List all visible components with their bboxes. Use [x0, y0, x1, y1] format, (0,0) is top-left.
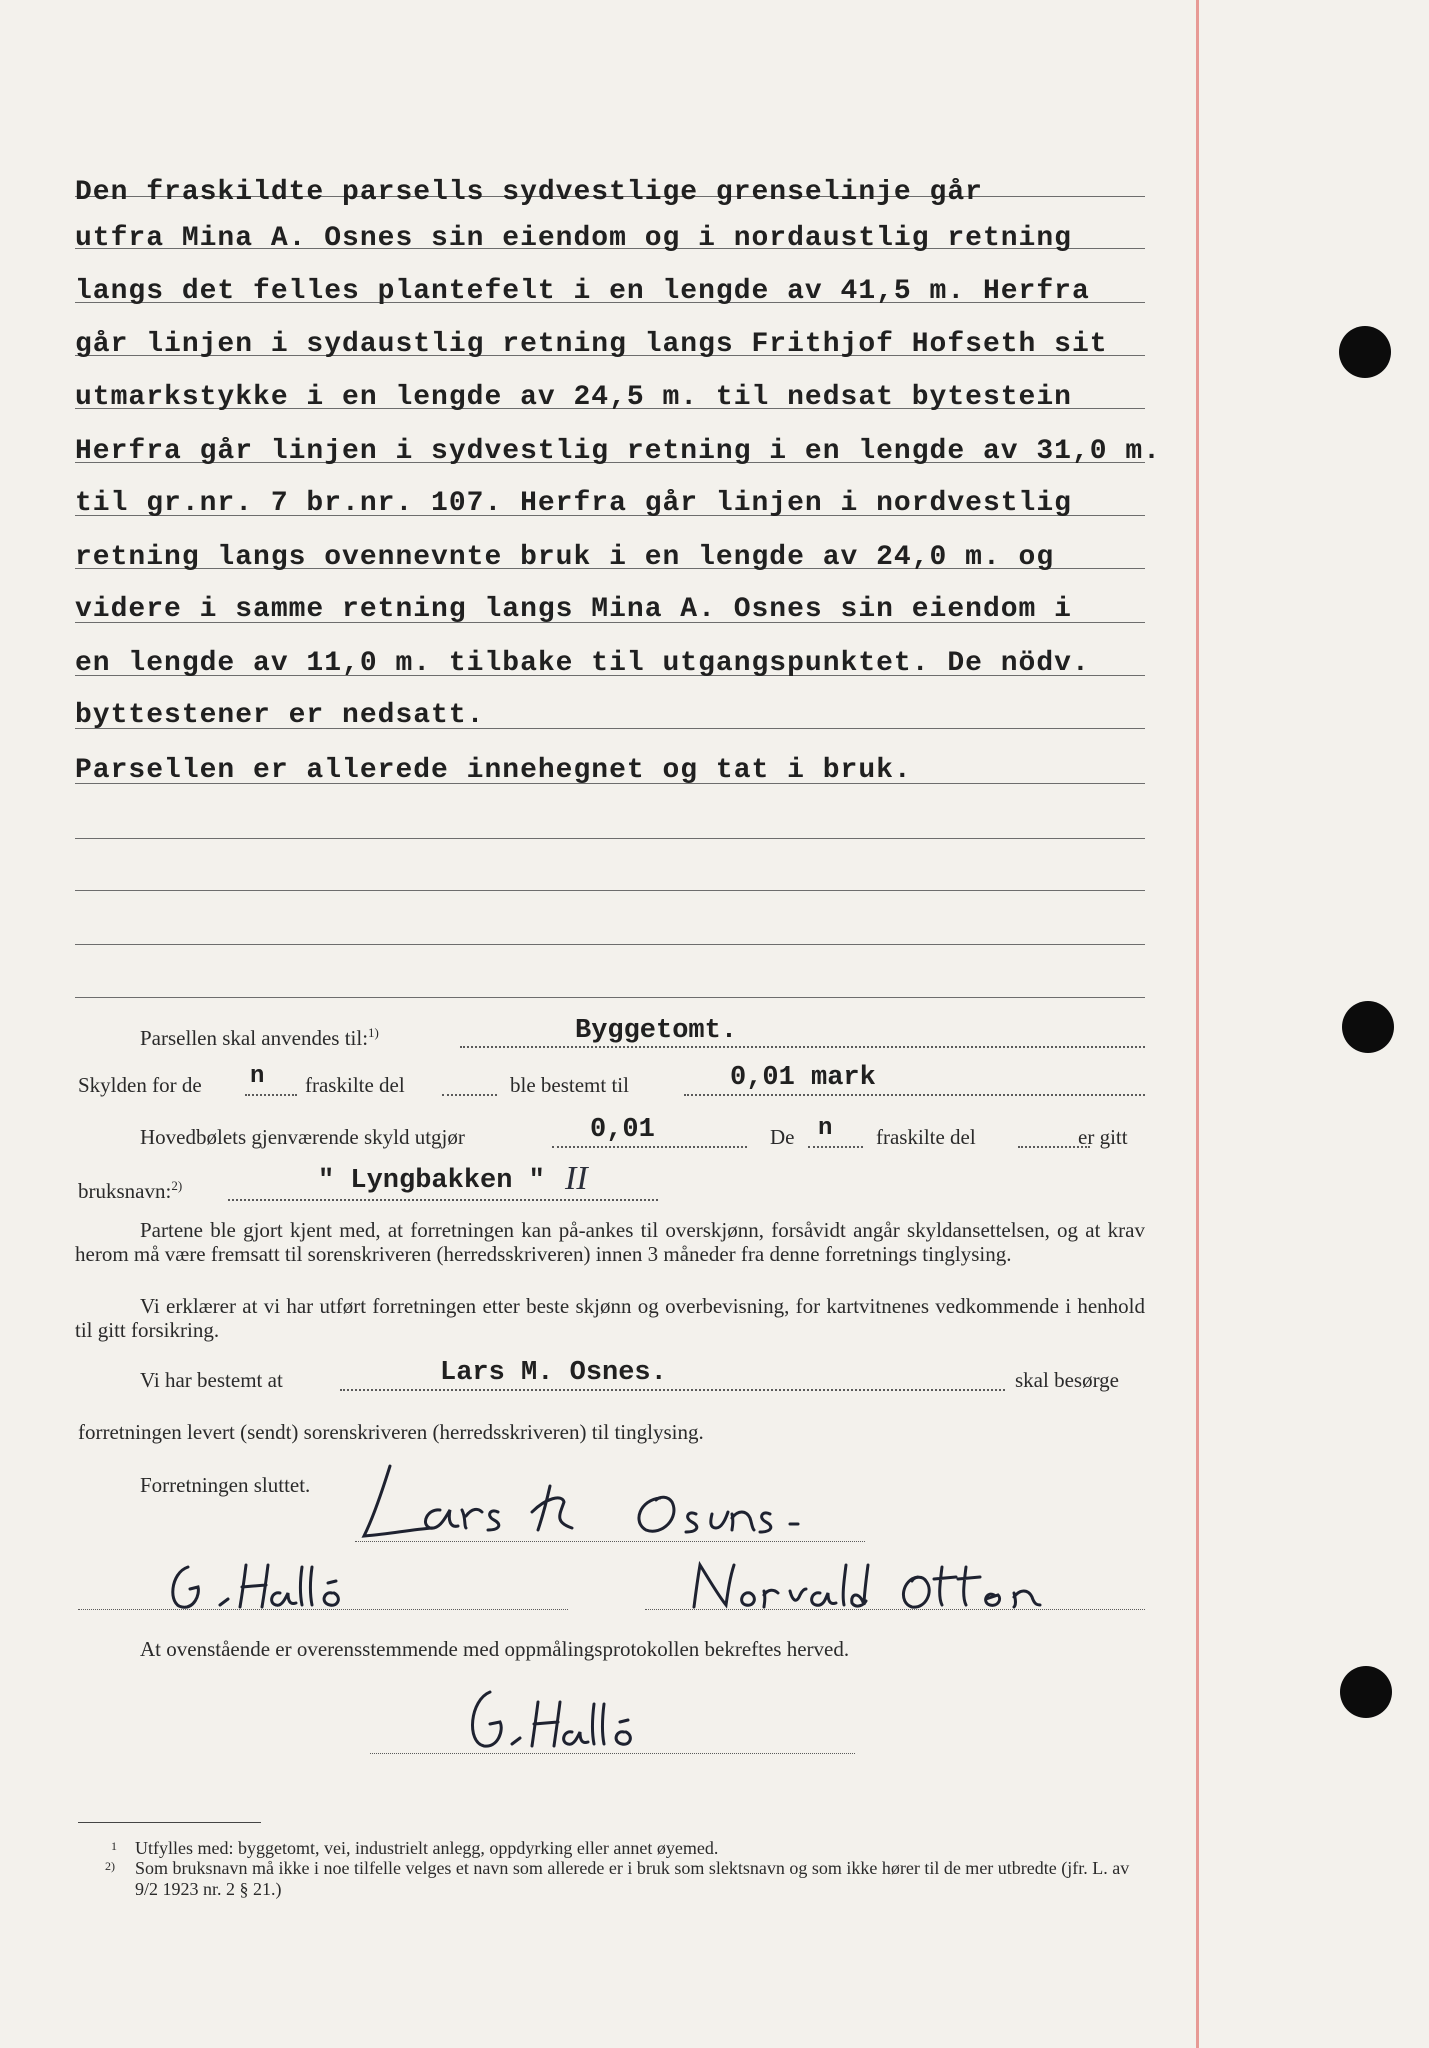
main-dotted-1 [552, 1146, 747, 1148]
main-value: 0,01 [590, 1115, 655, 1145]
punch-hole-bottom [1340, 1666, 1392, 1718]
assign-label-2: skal besørge [1015, 1368, 1120, 1392]
name-handwritten-ii: II [565, 1160, 588, 1197]
footnote-1-mark: 1 [111, 1839, 117, 1853]
name-value: " Lyngbakken " [318, 1166, 545, 1196]
footnote-2-text: Som bruksnavn må ikke i noe tilfelle velges et navn som allerede er i bruk som slektsnavn og som ikke hører til de mer utbredte (jfr. L. av 9/2 1923 nr. 2 § 21.) [135, 1858, 1130, 1899]
signature-lars-osnes [350, 1458, 870, 1548]
typed-line: byttestener er nedsatt. [75, 700, 485, 731]
punch-hole-top [1339, 326, 1391, 378]
use-value: Byggetomt. [575, 1016, 738, 1046]
assign-label-1: Vi har bestemt at [140, 1368, 283, 1392]
signature-hallo-1 [160, 1555, 420, 1615]
punch-hole-middle [1342, 1001, 1394, 1053]
use-label [140, 1025, 379, 1051]
appeal-paragraph: Partene ble gjort kjent med, at forretningen kan på-ankes til overskjønn, forsåvidt angår skyldansettelsen, og at krav herom må være fremsatt til sorenskriveren (herredsskriveren) innen 3 måneder fra denne forretnings tinglysing. [75, 1218, 1145, 1266]
main-label-3: fraskilte del [876, 1125, 976, 1149]
ruled-line [75, 944, 1145, 945]
name-label-text: bruksnavn: [78, 1179, 172, 1203]
typed-line: en lengde av 11,0 m. tilbake til utgangspunktet. De nödv. [75, 648, 1090, 679]
main-dotted-2 [808, 1146, 863, 1148]
footnote-2-mark: 2) [105, 1859, 115, 1873]
ruled-line [75, 890, 1145, 891]
signature-norvald-ottesen [680, 1555, 1080, 1615]
typed-line: Den fraskildte parsells sydvestlige grenselinje går [75, 177, 983, 208]
name-footnote-ref: 2) [171, 1178, 183, 1193]
typed-line: Herfra går linjen i sydvestlig retning i en lengde av 31,0 m. [75, 436, 1161, 467]
closed-label: Forretningen sluttet. [140, 1473, 311, 1497]
typed-line: går linjen i sydaustlig retning langs Frithjof Hofseth sit [75, 329, 1108, 360]
margin-rule [1196, 0, 1199, 2048]
name-dotted-line [228, 1199, 658, 1201]
assign-line-2: forretningen levert (sendt) sorenskriveren (herredsskriveren) til tinglysing. [78, 1420, 704, 1444]
footnote-1-text: Utfylles med: byggetomt, vei, industrielt anlegg, oppdyrking eller annet øyemed. [135, 1838, 719, 1858]
tax-label-3: ble bestemt til [510, 1073, 629, 1097]
main-label-2: De [770, 1125, 795, 1149]
typed-line: langs det felles plantefelt i en lengde av 41,5 m. Herfra [75, 276, 1090, 307]
footnote-1 [111, 1838, 1145, 1859]
use-footnote-ref: 1) [368, 1025, 379, 1040]
tax-label-1: Skylden for de [78, 1073, 202, 1097]
typed-line: utfra Mina A. Osnes sin eiendom og i nordaustlig retning [75, 223, 1072, 254]
tax-dotted-2 [442, 1094, 497, 1096]
assign-dotted-line [340, 1389, 1005, 1391]
confirm-label: At ovenstående er overensstemmende med oppmålingsprotokollen bekreftes herved. [140, 1637, 850, 1661]
typed-line: videre i samme retning langs Mina A. Osnes sin eiendom i [75, 594, 1072, 625]
ruled-line [75, 838, 1145, 839]
typed-line: retning langs ovennevnte bruk i en lengde av 24,0 m. og [75, 542, 1055, 573]
tax-fill-n1: n [250, 1063, 265, 1090]
typed-line: Parsellen er allerede innehegnet og tat i bruk. [75, 755, 912, 786]
declaration-paragraph: Vi erklærer at vi har utført forretningen etter beste skjønn og overbevisning, for kartvitnenes vedkommende i henhold til gitt forsikring. [75, 1294, 1145, 1342]
name-label [78, 1178, 182, 1204]
main-label-4: er gitt [1078, 1125, 1128, 1149]
tax-dotted-3 [684, 1094, 1145, 1096]
typed-line: utmarkstykke i en lengde av 24,5 m. til nedsat bytestein [75, 382, 1072, 413]
typed-line: til gr.nr. 7 br.nr. 107. Herfra går linjen i nordvestlig [75, 488, 1072, 519]
use-dotted-line [460, 1046, 1145, 1048]
tax-dotted-1 [245, 1094, 297, 1096]
ruled-line [75, 997, 1145, 998]
tax-label-2: fraskilte del [305, 1073, 405, 1097]
tax-value: 0,01 mark [730, 1063, 876, 1093]
footnote-2 [105, 1858, 1145, 1900]
footnote-rule [78, 1822, 261, 1823]
assign-value: Lars M. Osnes. [440, 1358, 667, 1388]
signature-hallo-2 [450, 1680, 690, 1760]
main-label-1: Hovedbølets gjenværende skyld utgjør [140, 1125, 465, 1149]
use-label-text: Parsellen skal anvendes til: [140, 1026, 369, 1050]
main-fill-n2: n [818, 1115, 833, 1142]
